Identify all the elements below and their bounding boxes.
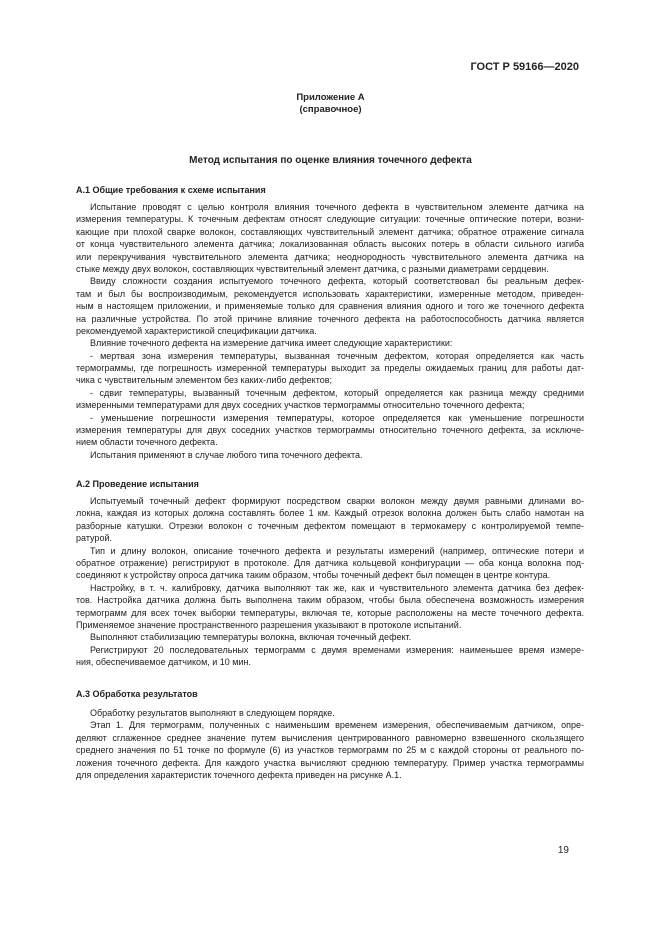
text-line: измеренными температурами для двух соседних участков термограммы относительно точечного дефекта; xyxy=(76,400,525,411)
text-line: соединяют к устройству опроса датчика таким образом, чтобы точечный дефект был помещен в центре контура. xyxy=(76,570,551,581)
text-line: Тип и длину волокон, описание точечного дефекта и результаты измерений (например, оптические потери и xyxy=(90,545,584,556)
text-line: Обработку результатов выполняют в следующем порядке. xyxy=(90,708,335,718)
text-line: измерения температуры для двух соседних участков термограммы относительно точечного дефекта, за исключе- xyxy=(76,425,584,436)
text-line: ния, обеспечиваемое датчиком, и 10 мин. xyxy=(76,657,251,668)
section-body-a1 xyxy=(76,201,584,461)
text-line: Регистрируют 20 последовательных термограмм с двумя временами измерения: наименьшее время измере- xyxy=(90,644,584,655)
text-line: Испытание проводят с целью контроля влияния точечного дефекта в чувствительном элементе датчика на xyxy=(90,202,584,212)
appendix-title: Приложение А xyxy=(296,92,365,103)
text-line: локна, каждая из которых должна составлять более 1 км. Каждый отрезок волокна должен быть слабо намотан на xyxy=(76,508,584,519)
text-line: рекомендуемой характеристикой спецификации датчика. xyxy=(76,325,317,336)
text-line: чика с чувствительным элементом без каких-либо дефектов; xyxy=(76,375,333,386)
text-line: - уменьшение погрешности измерения температуры, которое определяется как уменьшение погрешности xyxy=(90,412,584,423)
page-number: 19 xyxy=(557,845,569,856)
text-line: от конца чувствительного элемента датчика; локализованная область высоких потерь в области сильного изгиба xyxy=(76,239,584,250)
text-line: Настройку, в т. ч. калибровку, датчика выполняют так же, как и чувствительного элемента датчика без дефек- xyxy=(90,582,584,593)
method-title: Метод испытания по оценке влияния точечного дефекта xyxy=(189,155,472,166)
section-body-a3 xyxy=(76,707,584,781)
text-line: кающие при плохой сварке волокон, составляющих чувствительный элемент датчика; обратное отражение сигнала xyxy=(76,226,584,237)
text-line: на различные устройства. По этой причине влияние точечного дефекта на работоспособность датчика является xyxy=(76,313,584,324)
text-line: разборные катушки. Отрезки волокон с точечным дефектом помещают в термокамеру с контролируемой темпе- xyxy=(76,520,584,531)
text-line: нием области точечного дефекта. xyxy=(76,437,218,448)
text-line: ложения точечного дефекта. Для каждого участка вычисляют среднюю температуру. Пример участка термограммы xyxy=(76,757,584,768)
text-line: для определения характеристик точечного дефекта приведен на рисунке А.1. xyxy=(76,769,402,780)
section-heading-a1: А.1 Общие требования к схеме испытания xyxy=(76,185,266,195)
text-line: термограмм для всех точек выборки температуры, включая те, которые расположены на месте точечного дефекта. xyxy=(76,607,584,618)
text-line: измерения температуры. К точечным дефектам относят следующие ситуации: точечные оптические потери, возни- xyxy=(76,214,584,225)
text-line: тов. Настройка датчика должна быть выполнена таким образом, чтобы была обеспечена возможность измерения xyxy=(76,595,584,606)
text-line: там и был бы воспроизводимым, рекомендуется использовать характеристики, измеренные методом, приведен- xyxy=(76,288,584,299)
text-line: Ввиду сложности создания испытуемого точечного дефекта, который соответствовал бы реальным дефек- xyxy=(90,276,584,287)
text-line: среднего значения по 51 точке по формуле (6) из участков термограмм по 25 м с каждой стороны от реального по- xyxy=(76,745,584,756)
text-line: - мертвая зона измерения температуры, вызванная точечным дефектом, которая определяется как часть xyxy=(90,350,584,361)
text-line: - сдвиг температуры, вызванный точечным дефектом, который определяется как разница между средними xyxy=(90,387,584,398)
text-line: стыке между двух волокон, составляющих чувствительный элемент датчика, с разными диаметрами сердцевин. xyxy=(76,263,549,274)
text-line: ным в настоящем приложении, и применяемые только для сравнения влияния одного и того же точечного дефекта xyxy=(76,301,584,312)
text-line: ратурой. xyxy=(76,533,112,544)
section-body-a2 xyxy=(76,495,584,668)
text-line: Испытания применяют в случае любого типа точечного дефекта. xyxy=(90,449,363,460)
document-id: ГОСТ Р 59166—2020 xyxy=(470,61,579,73)
text-line: Этап 1. Для термограмм, полученных с наименьшим временем измерения, обеспечиваемым датчиком, опре- xyxy=(90,720,584,731)
text-line: Применяемое значение пространственного разрешения указывают в протоколе испытаний. xyxy=(76,619,462,630)
section-heading-a2: А.2 Проведение испытания xyxy=(76,479,199,489)
text-line: деляют сглаженное среднее значение путем вычисления центрированного равномерно взвешенного скользящего xyxy=(76,732,584,743)
text-line: обратное отражение) регистрируют в протоколе. Для датчика кольцевой конфигурации — оба конца волокна под- xyxy=(76,557,584,568)
text-line: термограммы, где погрешность измеренной температуры выходит за пределы ожидаемых границ для работы дат- xyxy=(76,363,584,374)
appendix-subtitle: (справочное) xyxy=(299,104,362,115)
text-line: Выполняют стабилизацию температуры волокна, включая точечный дефект. xyxy=(90,632,412,643)
text-line: Влияние точечного дефекта на измерение датчика имеет следующие характеристики: xyxy=(90,338,453,349)
text-line: или перекручивания чувствительного элемента датчика; неоднородность чувствительного элемента датчика на xyxy=(76,251,584,262)
text-line: Испытуемый точечный дефект формируют посредством сварки волокон между двумя равными длинами во- xyxy=(90,496,584,506)
section-heading-a3: А.3 Обработка результатов xyxy=(76,689,198,699)
